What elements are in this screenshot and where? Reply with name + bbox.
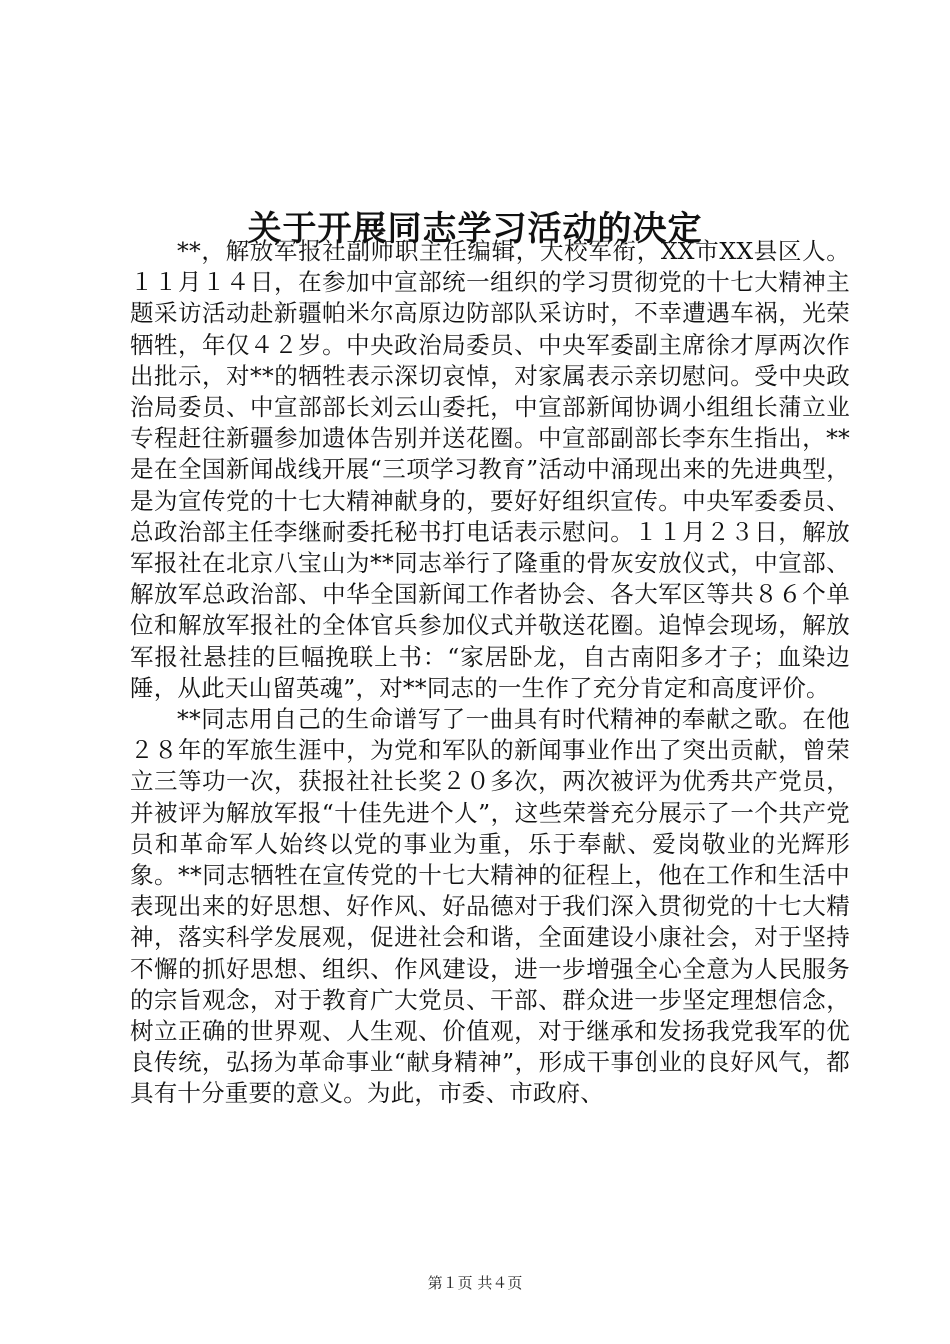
page-number-footer: 第１页 共４页	[427, 1274, 523, 1292]
document-body	[130, 236, 850, 1110]
body-paragraph: **，解放军报社副师职主任编辑，大校军衔，XX市XX县区人。１１月１４日，在参加中宣部统一组织的学习贯彻党的十七大精神主题采访活动赴新疆帕米尔高原边防部队采访时，不幸遭遇车祸，光荣牺牲，年仅４２岁。中央政治局委员、中央军委副主席徐才厚两次作出批示，对**的牺牲表示深切哀悼，对家属表示亲切慰问。受中央政治局委员、中宣部部长刘云山委托，中宣部新闻协调小组组长蒲立业专程赶往新疆参加遗体告别并送花圈。中宣部副部长李东生指出，**是在全国新闻战线开展“三项学习教育”活动中涌现出来的先进典型，是为宣传党的十七大精神献身的，要好好组织宣传。中央军委委员、总政治部主任李继耐委托秘书打电话表示慰问。１１月２３日，解放军报社在北京八宝山为**同志举行了隆重的骨灰安放仪式，中宣部、解放军总政治部、中华全国新闻工作者协会、各大军区等共８６个单位和解放军报社的全体官兵参加仪式并敬送花圈。追悼会现场，解放军报社悬挂的巨幅挽联上书：“家居卧龙，自古南阳多才子；血染边陲，从此天山留英魂”，对**同志的一生作了充分肯定和高度评价。	[130, 237, 850, 702]
body-paragraph: **同志用自己的生命谱写了一曲具有时代精神的奉献之歌。在他２８年的军旅生涯中，为党和军队的新闻事业作出了突出贡献，曾荣立三等功一次，获报社社长奖２０多次，两次被评为优秀共产党员，并被评为解放军报“十佳先进个人”，这些荣誉充分展示了一个共产党员和革命军人始终以党的事业为重，乐于奉献、爱岗敬业的光辉形象。**同志牺牲在宣传党的十七大精神的征程上，他在工作和生活中表现出来的好思想、好作风、好品德对于我们深入贯彻党的十七大精神，落实科学发展观，促进社会和谐，全面建设小康社会，对于坚持不懈的抓好思想、组织、作风建设，进一步增强全心全意为人民服务的宗旨观念，对于教育广大党员、干部、群众进一步坚定理想信念，树立正确的世界观、人生观、价值观，对于继承和发扬我党我军的优良传统，弘扬为革命事业“献身精神”，形成干事创业的良好风气，都具有十分重要的意义。为此，市委、市政府、	[130, 705, 850, 1108]
document-title: 关于开展同志学习活动的决定	[247, 208, 703, 249]
